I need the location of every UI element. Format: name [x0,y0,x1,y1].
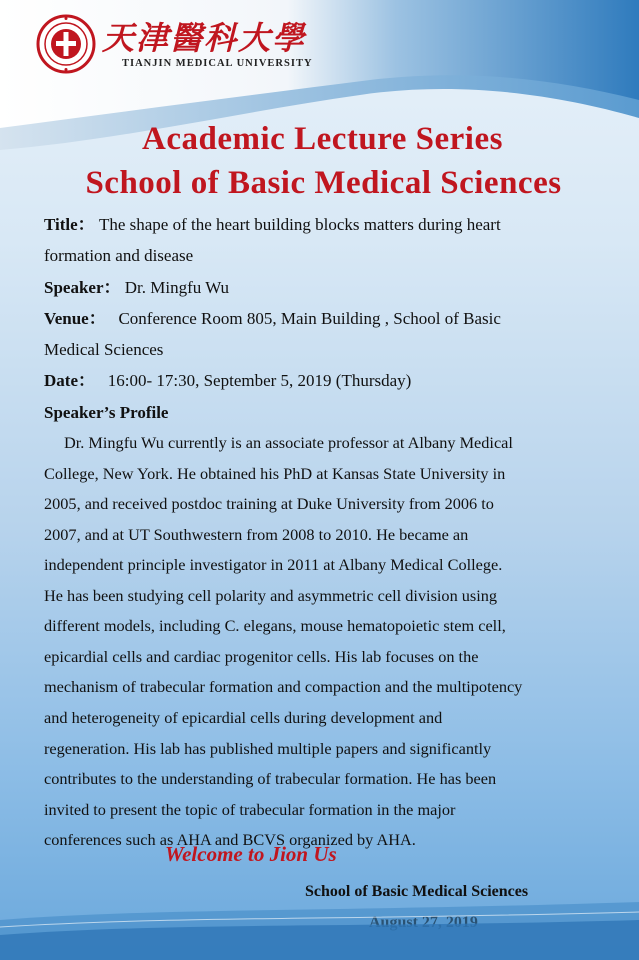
title-value-line2: formation and disease [44,246,194,266]
profile-line: epicardial cells and cardiac progenitor cells. His lab focuses on the [44,646,479,666]
profile-line: regeneration. His lab has published multiple papers and significantly [44,738,492,758]
welcome-message: Welcome to Jion Us [165,842,337,866]
footer-wave [0,900,639,960]
university-name-chinese: 天津醫科大學 [102,18,307,57]
speaker-label: Speaker： [44,277,121,297]
venue-label: Venue： [44,308,106,328]
profile-line: mechanism of trabecular formation and compaction and the multipotency [44,677,523,697]
profile-line: 2005, and received postdoc training at Duke University from 2006 to [44,494,494,514]
profile-heading: Speaker’s Profile [44,402,169,422]
venue-row [44,303,594,334]
title-row [44,209,594,240]
venue-value-line1: Conference Room 805, Main Building , School of Basic [118,308,501,328]
profile-line: conferences such as AHA and BCVS organized by AHA. [44,830,416,850]
lecture-details [44,209,594,856]
poster-subtitle: School of Basic Medical Sciences [85,165,562,201]
profile-line: College, New York. He obtained his PhD at Kansas State University in [44,463,506,483]
university-name-english: TIANJIN MEDICAL UNIVERSITY [122,57,313,69]
title-label: Title： [44,215,95,234]
date-value: 16:00- 17:30, September 5, 2019 (Thursday) [107,371,412,391]
profile-line: independent principle investigator in 2011 at Albany Medical College. [44,555,503,575]
profile-text [44,428,594,856]
profile-line: Dr. Mingfu Wu currently is an associate professor at Albany Medical [64,433,513,453]
profile-line: 2007, and at UT Southwestern from 2008 to 2010. He became an [44,524,469,544]
date-row [44,365,594,396]
venue-value-line2: Medical Sciences [44,340,164,360]
profile-line: invited to present the topic of trabecular formation in the major [44,799,456,819]
speaker-value: Dr. Mingfu Wu [124,277,230,297]
profile-line: and heterogeneity of epicardial cells during development and [44,708,443,727]
university-logo [36,14,313,74]
profile-line: contributes to the understanding of trabecular formation. He has been [44,769,497,789]
signature-school: School of Basic Medical Sciences [305,883,529,900]
poster-title: Academic Lecture Series [142,121,503,157]
profile-line: He has been studying cell polarity and asymmetric cell division using [44,585,498,605]
speaker-row [44,272,594,303]
university-seal-icon [36,14,96,74]
title-value-line1: The shape of the heart building blocks matters during heart [98,215,501,234]
date-label: Date： [44,371,95,391]
profile-line: different models, including C. elegans, mouse hematopoietic stem cell, [44,616,506,636]
